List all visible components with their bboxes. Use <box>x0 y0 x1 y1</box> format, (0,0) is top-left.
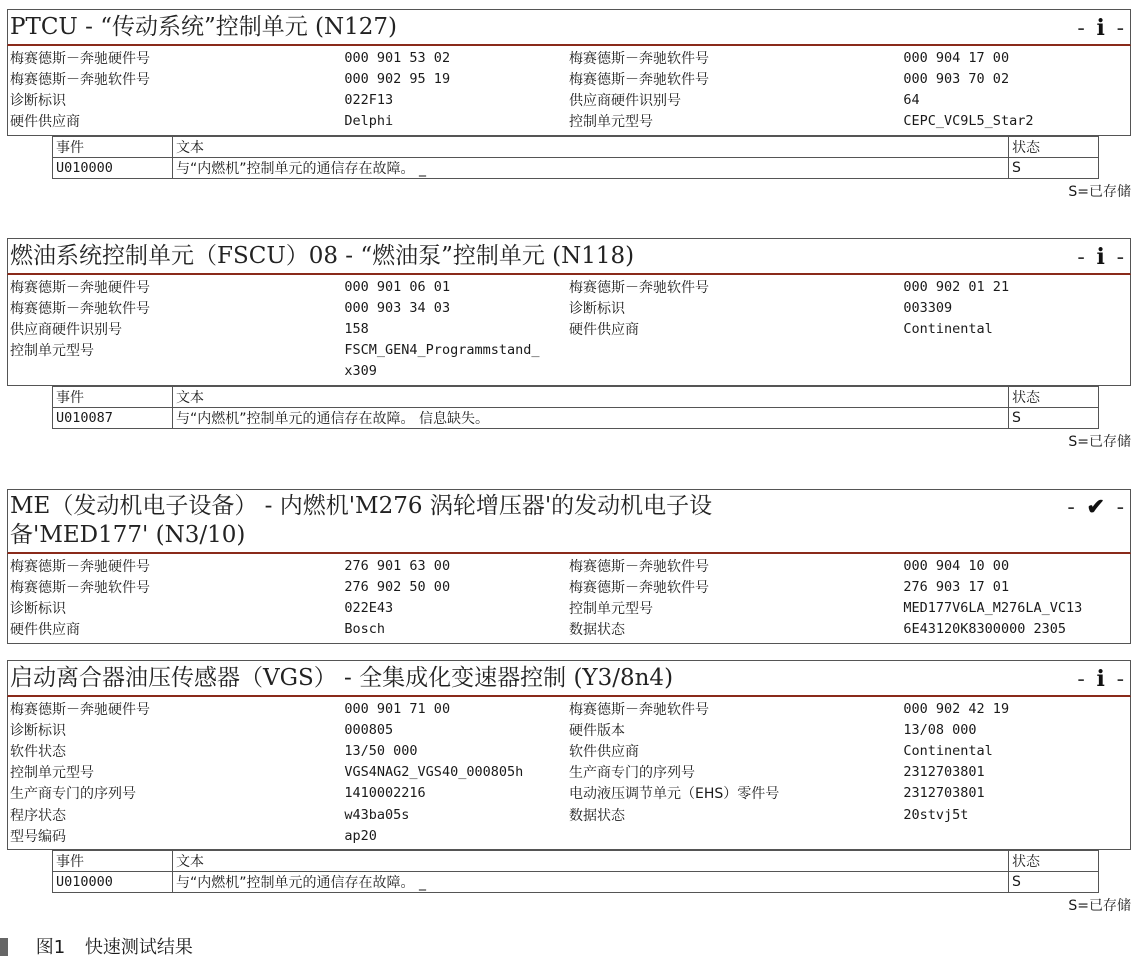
event-row[interactable] <box>53 872 1099 893</box>
status-column-header: 状态 <box>1009 386 1099 407</box>
module-title-text: PTCU - “传动系统”控制单元 (N127) <box>10 14 397 40</box>
info-value: 64 <box>903 91 920 108</box>
info-value: 000 903 70 02 <box>903 70 1010 87</box>
info-value: Continental <box>903 742 993 759</box>
info-row <box>10 276 1128 297</box>
collapse-toggle[interactable]: - <box>1067 495 1075 520</box>
info-label: 控制单元型号 <box>10 765 94 782</box>
info-value: x309 <box>344 363 377 380</box>
info-value: 13/50 000 <box>344 742 418 759</box>
info-value: 000 901 71 00 <box>344 700 451 717</box>
info-label: 数据状态 <box>569 807 625 824</box>
info-label: 程序状态 <box>10 807 66 824</box>
collapse-toggle[interactable]: - <box>1077 245 1085 270</box>
info-value: Delphi <box>344 113 394 130</box>
info-value: 20stvj5t <box>903 806 969 823</box>
module-controls <box>1077 242 1124 273</box>
info-label: 供应商硬件识别号 <box>10 321 122 338</box>
info-value: w43ba05s <box>344 806 410 823</box>
event-column-header: 事件 <box>53 136 173 157</box>
module-vgs <box>7 660 1131 915</box>
info-row <box>10 698 1128 719</box>
info-label: 梅赛德斯－奔驰软件号 <box>10 300 150 317</box>
info-label: 诊断标识 <box>569 300 625 317</box>
status-legend: S=已存储 <box>1068 898 1131 915</box>
info-label: 生产商专门的序列号 <box>569 765 695 782</box>
info-value: 000 904 10 00 <box>903 557 1010 574</box>
caption-text: 快速测试结果 <box>84 937 193 958</box>
info-value: 2312703801 <box>903 785 985 802</box>
info-label: 梅赛德斯－奔驰软件号 <box>569 50 709 67</box>
info-value: 022F13 <box>344 91 394 108</box>
info-label: 梅赛德斯－奔驰硬件号 <box>10 558 150 575</box>
info-value: 000 902 42 19 <box>903 700 1010 717</box>
event-text: 与“内燃机”控制单元的通信存在故障。 信息缺失。 <box>173 407 1009 428</box>
info-label: 供应商硬件识别号 <box>569 92 681 109</box>
info-icon[interactable]: i <box>1096 666 1105 692</box>
info-value: FSCM_GEN4_Programmstand_ <box>344 342 540 359</box>
info-label: 梅赛德斯－奔驰软件号 <box>10 579 150 596</box>
expand-toggle[interactable]: - <box>1116 245 1124 270</box>
event-status: S <box>1009 157 1099 178</box>
info-row <box>10 825 1128 846</box>
module-title-text: 启动离合器油压传感器（VGS） - 全集成化变速器控制 (Y3/8n4) <box>10 665 674 691</box>
info-label: 软件状态 <box>10 743 66 760</box>
module-info <box>7 275 1131 386</box>
event-code: U010000 <box>53 872 173 893</box>
info-label: 诊断标识 <box>10 722 66 739</box>
status-legend: S=已存储 <box>1068 183 1131 200</box>
collapse-toggle[interactable]: - <box>1077 667 1085 692</box>
info-label: 硬件供应商 <box>10 114 80 131</box>
module-title-text: ME（发动机电子设备） - 内燃机'M276 涡轮增压器'的发动机电子设备'MED177' (N3/10) <box>10 493 713 548</box>
info-value: 276 903 17 01 <box>903 578 1010 595</box>
info-value: 000 904 17 00 <box>903 49 1010 66</box>
info-value: 000 901 53 02 <box>344 49 451 66</box>
info-row <box>10 340 1128 361</box>
info-row <box>10 576 1128 597</box>
event-table <box>52 136 1099 179</box>
event-text: 与“内燃机”控制单元的通信存在故障。 _ <box>173 872 1009 893</box>
checkmark-icon[interactable]: ✔ <box>1086 494 1105 520</box>
event-code: U010000 <box>53 157 173 178</box>
info-row <box>10 804 1128 825</box>
info-label: 梅赛德斯－奔驰硬件号 <box>10 279 150 296</box>
module-me <box>7 489 1131 644</box>
info-label: 梅赛德斯－奔驰软件号 <box>569 279 709 296</box>
event-row[interactable] <box>53 157 1099 178</box>
info-value: 000 901 06 01 <box>344 278 451 295</box>
info-row <box>10 47 1128 68</box>
text-column-header: 文本 <box>173 386 1009 407</box>
info-row <box>10 68 1128 89</box>
info-label: 硬件版本 <box>569 722 625 739</box>
event-header-row <box>53 386 1099 407</box>
event-row[interactable] <box>53 407 1099 428</box>
event-column-header: 事件 <box>53 386 173 407</box>
info-value: Bosch <box>344 621 386 638</box>
info-row <box>10 318 1128 339</box>
info-value: 003309 <box>903 299 953 316</box>
info-value: ap20 <box>344 827 377 844</box>
module-info <box>7 697 1131 850</box>
event-text: 与“内燃机”控制单元的通信存在故障。 _ <box>173 157 1009 178</box>
figure-caption <box>0 933 193 959</box>
expand-toggle[interactable]: - <box>1116 495 1124 520</box>
info-row <box>10 619 1128 640</box>
event-column-header: 事件 <box>53 851 173 872</box>
module-info <box>7 554 1131 644</box>
text-column-header: 文本 <box>173 851 1009 872</box>
info-label: 电动液压调节单元（EHS）零件号 <box>569 786 780 803</box>
event-table <box>52 850 1099 893</box>
info-value: 000805 <box>344 721 394 738</box>
module-controls <box>1067 493 1124 522</box>
module-title <box>7 660 1131 697</box>
module-ptcu <box>7 9 1131 201</box>
info-label: 硬件供应商 <box>569 321 639 338</box>
info-value: 000 902 95 19 <box>344 70 451 87</box>
info-label: 诊断标识 <box>10 600 66 617</box>
info-label: 梅赛德斯－奔驰软件号 <box>569 579 709 596</box>
info-row <box>10 762 1128 783</box>
info-label: 软件供应商 <box>569 743 639 760</box>
info-row <box>10 89 1128 110</box>
info-row <box>10 361 1128 382</box>
event-table <box>52 386 1099 429</box>
info-value: 022E43 <box>344 599 394 616</box>
module-info <box>7 46 1131 136</box>
figure-number: 图1 <box>35 937 66 958</box>
info-label: 控制单元型号 <box>569 600 653 617</box>
collapse-toggle[interactable]: - <box>1077 16 1085 41</box>
info-value: 2312703801 <box>903 764 985 781</box>
info-value: 000 903 34 03 <box>344 299 451 316</box>
status-column-header: 状态 <box>1009 136 1099 157</box>
expand-toggle[interactable]: - <box>1116 667 1124 692</box>
event-header-row <box>53 136 1099 157</box>
status-legend: S=已存储 <box>1068 433 1131 450</box>
module-title <box>7 9 1131 46</box>
info-label: 梅赛德斯－奔驰软件号 <box>569 701 709 718</box>
module-controls <box>1077 13 1124 44</box>
info-value: Continental <box>903 320 993 337</box>
status-column-header: 状态 <box>1009 851 1099 872</box>
info-value: 13/08 000 <box>903 721 977 738</box>
info-label: 控制单元型号 <box>569 114 653 131</box>
info-row <box>10 597 1128 618</box>
info-row <box>10 740 1128 761</box>
module-controls <box>1077 664 1124 695</box>
info-label: 梅赛德斯－奔驰软件号 <box>569 558 709 575</box>
info-label: 梅赛德斯－奔驰硬件号 <box>10 50 150 67</box>
info-row <box>10 719 1128 740</box>
info-label: 梅赛德斯－奔驰硬件号 <box>10 701 150 718</box>
info-label: 诊断标识 <box>10 92 66 109</box>
info-label: 型号编码 <box>10 828 66 845</box>
info-value: VGS4NAG2_VGS40_000805h <box>344 764 524 781</box>
info-label: 硬件供应商 <box>10 622 80 639</box>
info-label: 梅赛德斯－奔驰软件号 <box>10 71 150 88</box>
info-row <box>10 297 1128 318</box>
info-row <box>10 555 1128 576</box>
module-title-text: 燃油系统控制单元（FSCU）08 - “燃油泵”控制单元 (N118) <box>10 243 635 269</box>
info-value: 158 <box>344 320 369 337</box>
event-status: S <box>1009 407 1099 428</box>
event-header-row <box>53 851 1099 872</box>
info-icon[interactable]: i <box>1096 244 1105 270</box>
info-value: 000 902 01 21 <box>903 278 1010 295</box>
info-label: 梅赛德斯－奔驰软件号 <box>569 71 709 88</box>
info-value: 6E43120K8300000 2305 <box>903 621 1066 638</box>
info-label: 生产商专门的序列号 <box>10 786 136 803</box>
caption-marker <box>0 938 8 956</box>
module-title <box>7 489 1131 554</box>
expand-toggle[interactable]: - <box>1116 16 1124 41</box>
info-label: 数据状态 <box>569 622 625 639</box>
info-value: CEPC_VC9L5_Star2 <box>903 113 1034 130</box>
info-label: 控制单元型号 <box>10 343 94 360</box>
info-value: 1410002216 <box>344 785 426 802</box>
info-icon[interactable]: i <box>1096 15 1105 41</box>
module-title <box>7 238 1131 275</box>
text-column-header: 文本 <box>173 136 1009 157</box>
info-row <box>10 111 1128 132</box>
info-row <box>10 783 1128 804</box>
info-value: 276 901 63 00 <box>344 557 451 574</box>
info-value: MED177V6LA_M276LA_VC13 <box>903 599 1083 616</box>
module-fscu <box>7 238 1131 451</box>
info-value: 276 902 50 00 <box>344 578 451 595</box>
event-code: U010087 <box>53 407 173 428</box>
event-status: S <box>1009 872 1099 893</box>
